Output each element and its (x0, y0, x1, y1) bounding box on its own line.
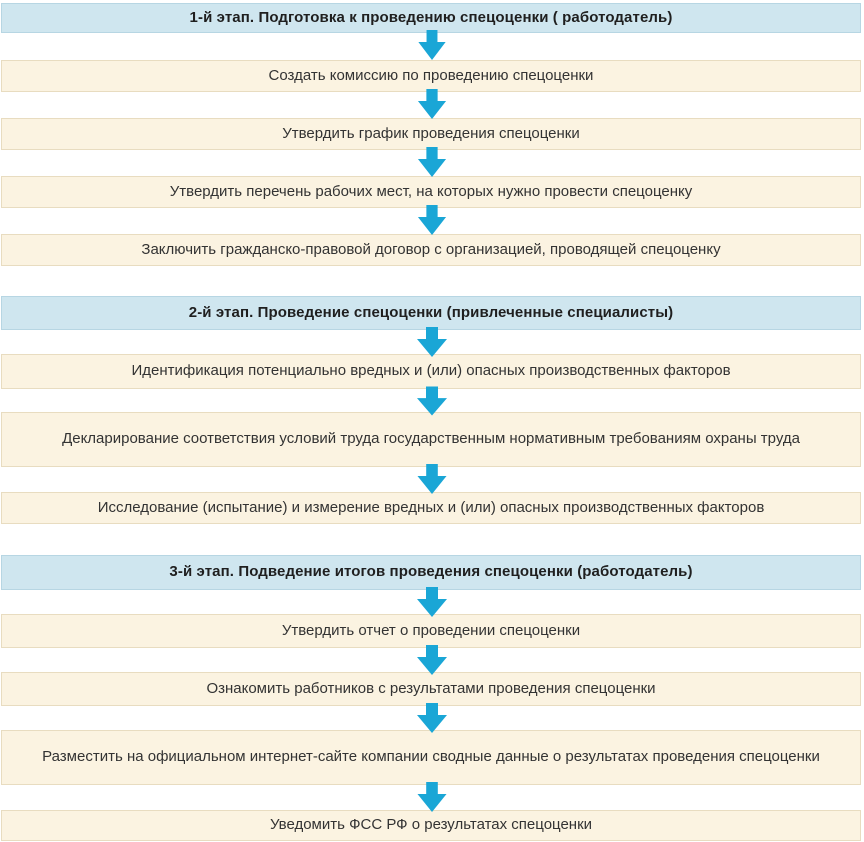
down-arrow-icon (415, 89, 449, 119)
step-box: Утвердить график проведения спецоценки (1, 118, 861, 150)
step-box: Заключить гражданско-правовой договор с организацией, проводящей спецоценку (1, 234, 861, 266)
step-box: Исследование (испытание) и измерение вредных и (или) опасных производственных факторов (1, 492, 861, 524)
down-arrow-icon (415, 386, 449, 416)
down-arrow-icon (415, 147, 449, 177)
step-box: Декларирование соответствия условий труда государственным нормативным требованиям охраны труда (1, 412, 861, 467)
down-arrow-icon (415, 30, 449, 60)
down-arrow-icon (415, 464, 449, 494)
stage-header: 3-й этап. Подведение итогов проведения спецоценки (работодатель) (1, 555, 861, 590)
down-arrow-icon (415, 587, 449, 617)
step-box: Идентификация потенциально вредных и (или) опасных производственных факторов (1, 354, 861, 389)
down-arrow-icon (415, 205, 449, 235)
down-arrow-icon (415, 703, 449, 733)
step-box: Уведомить ФСС РФ о результатах спецоценки (1, 810, 861, 841)
step-box: Утвердить перечень рабочих мест, на которых нужно провести спецоценку (1, 176, 861, 208)
stage-header: 2-й этап. Проведение спецоценки (привлеченные специалисты) (1, 296, 861, 330)
step-box: Создать комиссию по проведению спецоценки (1, 60, 861, 92)
step-box: Разместить на официальном интернет-сайте компании сводные данные о результатах проведения спецоценки (1, 730, 861, 785)
step-box: Ознакомить работников с результатами проведения спецоценки (1, 672, 861, 706)
down-arrow-icon (415, 327, 449, 357)
step-box: Утвердить отчет о проведении спецоценки (1, 614, 861, 648)
down-arrow-icon (415, 645, 449, 675)
stage-header: 1-й этап. Подготовка к проведению спецоценки ( работодатель) (1, 3, 861, 33)
down-arrow-icon (415, 782, 449, 812)
